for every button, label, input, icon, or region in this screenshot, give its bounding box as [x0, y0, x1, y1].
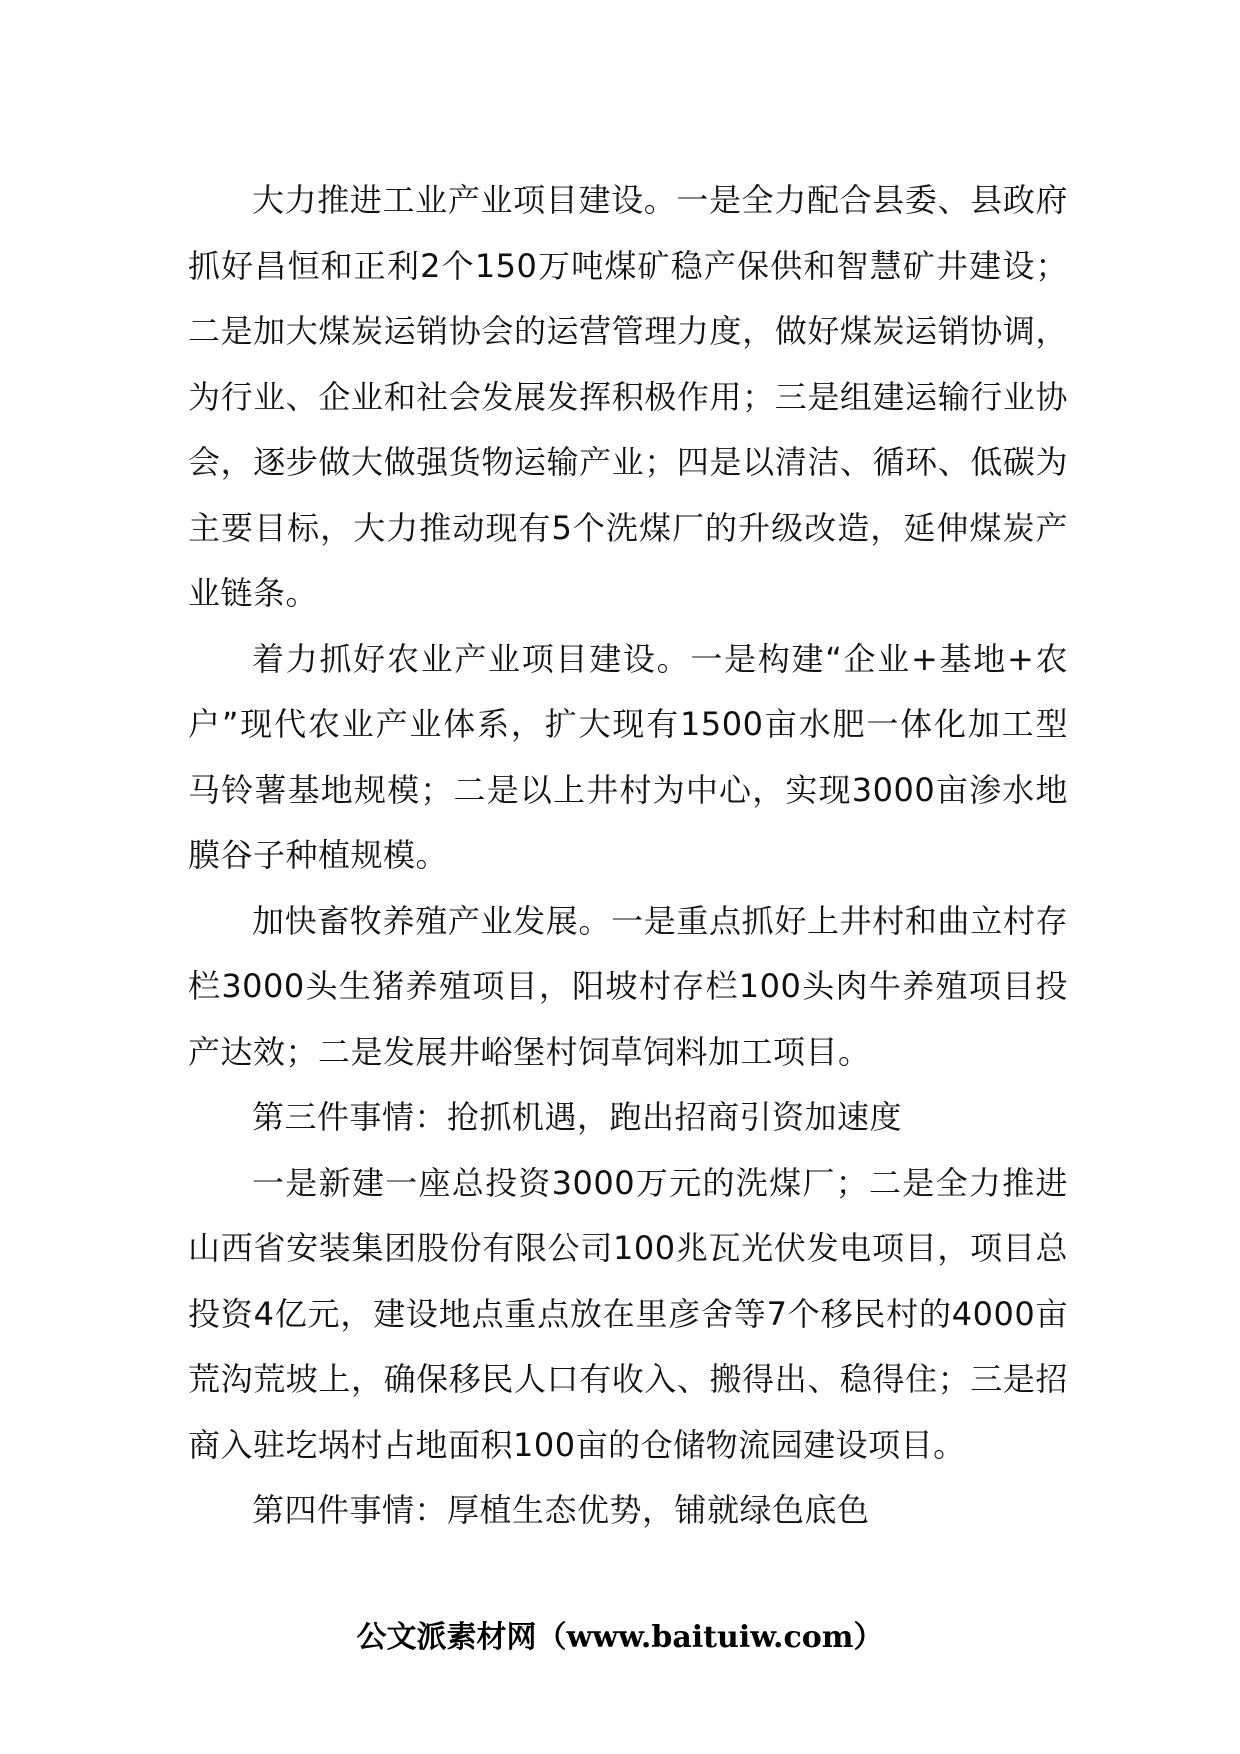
paragraph-livestock: 加快畜牧养殖产业发展。一是重点抓好上井村和曲立村存栏3000头生猪养殖项目，阳坡村存栏100头肉牛养殖项目投产达效；二是发展井峪堡村饲草饲料加工项目。 [188, 901, 1068, 1071]
footer-watermark: 公文派素材网（www.baituiw.com） [356, 1620, 884, 1655]
document-body [188, 168, 1068, 1544]
section-heading-fourth: 第四件事情：厚植生态优势，铺就绿色底色 [252, 1491, 870, 1529]
paragraph-agriculture-projects: 着力抓好农业产业项目建设。一是构建“企业+基地+农户”现代农业产业体系，扩大现有1500亩水肥一体化加工型马铃薯基地规模；二是以上井村为中心，实现3000亩渗水地膜谷子种植规模。 [188, 639, 1068, 874]
section-heading-third: 第三件事情：抢抓机遇，跑出招商引资加速度 [252, 1098, 903, 1136]
paragraph-investment: 一是新建一座总投资3000万元的洗煤厂；二是全力推进山西省安装集团股份有限公司100兆瓦光伏发电项目，项目总投资4亿元，建设地点重点放在里彦舍等7个移民村的4000亩荒沟荒坡上，确保移民人口有收入、搬得出、稳得住；三是招商入驻圪埚村占地面积100亩的仓储物流园建设项目。 [188, 1163, 1068, 1464]
paragraph-industrial-projects: 大力推进工业产业项目建设。一是全力配合县委、县政府抓好昌恒和正利2个150万吨煤矿稳产保供和智慧矿井建设；二是加大煤炭运销协会的运营管理力度，做好煤炭运销协调，为行业、企业和社会发展发挥积极作用；三是组建运输行业协会，逐步做大做强货物运输产业；四是以清洁、循环、低碳为主要目标，大力推动现有5个洗煤厂的升级改造，延伸煤炭产业链条。 [188, 181, 1068, 612]
